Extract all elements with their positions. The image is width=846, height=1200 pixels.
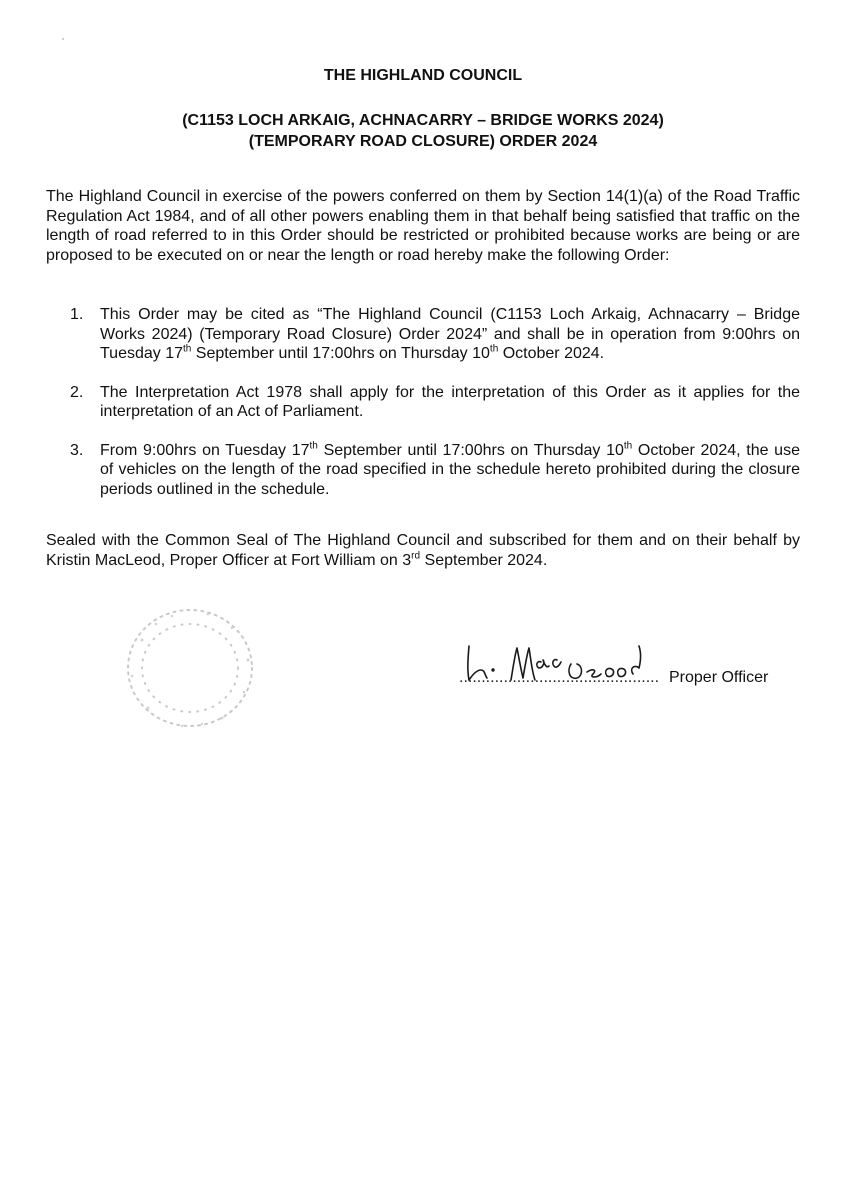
ordinal-suffix: th — [623, 440, 633, 452]
sealing-text: Sealed with the Common Seal of The Highland Council and subscribed for them and on their behalf by Kristin MacLeod, Proper Officer at Fort William on 3 — [46, 532, 800, 569]
ordinal-suffix: th — [489, 343, 499, 355]
sealing-paragraph — [46, 531, 800, 570]
document-title: THE HIGHLAND COUNCIL — [323, 67, 523, 84]
clause-text: This Order may be cited as “The Highland Council (C1153 Loch Arkaig, Achnacarry – Bridge Works 2024) (Temporary Road Closure) Order 2024” and shall be in operation from 9:00hrs on Tuesday 17 — [100, 306, 800, 362]
clause-text: October 2024, the use of vehicles on the length of the road specified in the schedule hereto prohibited during the closure periods outlined in the schedule. — [100, 441, 800, 498]
ordinal-suffix: rd — [411, 550, 421, 562]
subtitle-line-1: (C1153 LOCH ARKAIG, ACHNACARRY – BRIDGE WORKS 2024) — [182, 112, 664, 129]
scan-speck — [62, 38, 64, 40]
ordinal-suffix: th — [309, 440, 318, 452]
clause-number: 3. — [70, 441, 84, 459]
intro-paragraph: The Highland Council in exercise of the powers conferred on them by Section 14(1)(a) of the Road Traffic Regulation Act 1984, and of all other powers enabling them in that behalf being satisfied that traffic on the length of road referred to in this Order should be restricted or prohibited because works are being or are proposed to be executed on or near the length or road hereby make the following Order: — [46, 188, 800, 264]
common-seal-embossed-icon — [112, 600, 272, 740]
subtitle-line-2: (TEMPORARY ROAD CLOSURE) ORDER 2024 — [248, 133, 598, 150]
clause-text: September until 17:00hrs on Thursday 10 — [317, 441, 624, 459]
signature-line: ............................................. — [459, 669, 660, 686]
clause-number: 1. — [70, 306, 84, 323]
clause-3 — [70, 441, 800, 500]
clause-list — [70, 305, 800, 518]
clause-text: October 2024. — [498, 345, 605, 362]
clause-text: From 9:00hrs on Tuesday 17 — [100, 441, 310, 459]
ordinal-suffix: th — [183, 343, 192, 355]
clause-2 — [70, 383, 800, 422]
clause-1 — [70, 305, 800, 364]
clause-number: 2. — [70, 383, 84, 401]
clause-text: September until 17:00hrs on Thursday 10 — [191, 345, 490, 362]
clause-text: The Interpretation Act 1978 shall apply for the interpretation of this Order as it applies for the interpretation of an Act of Parliament. — [100, 383, 800, 420]
signatory-title: Proper Officer — [669, 669, 769, 686]
sealing-text: September 2024. — [420, 551, 548, 569]
order-subtitle — [0, 110, 846, 152]
signature-block — [455, 640, 795, 700]
